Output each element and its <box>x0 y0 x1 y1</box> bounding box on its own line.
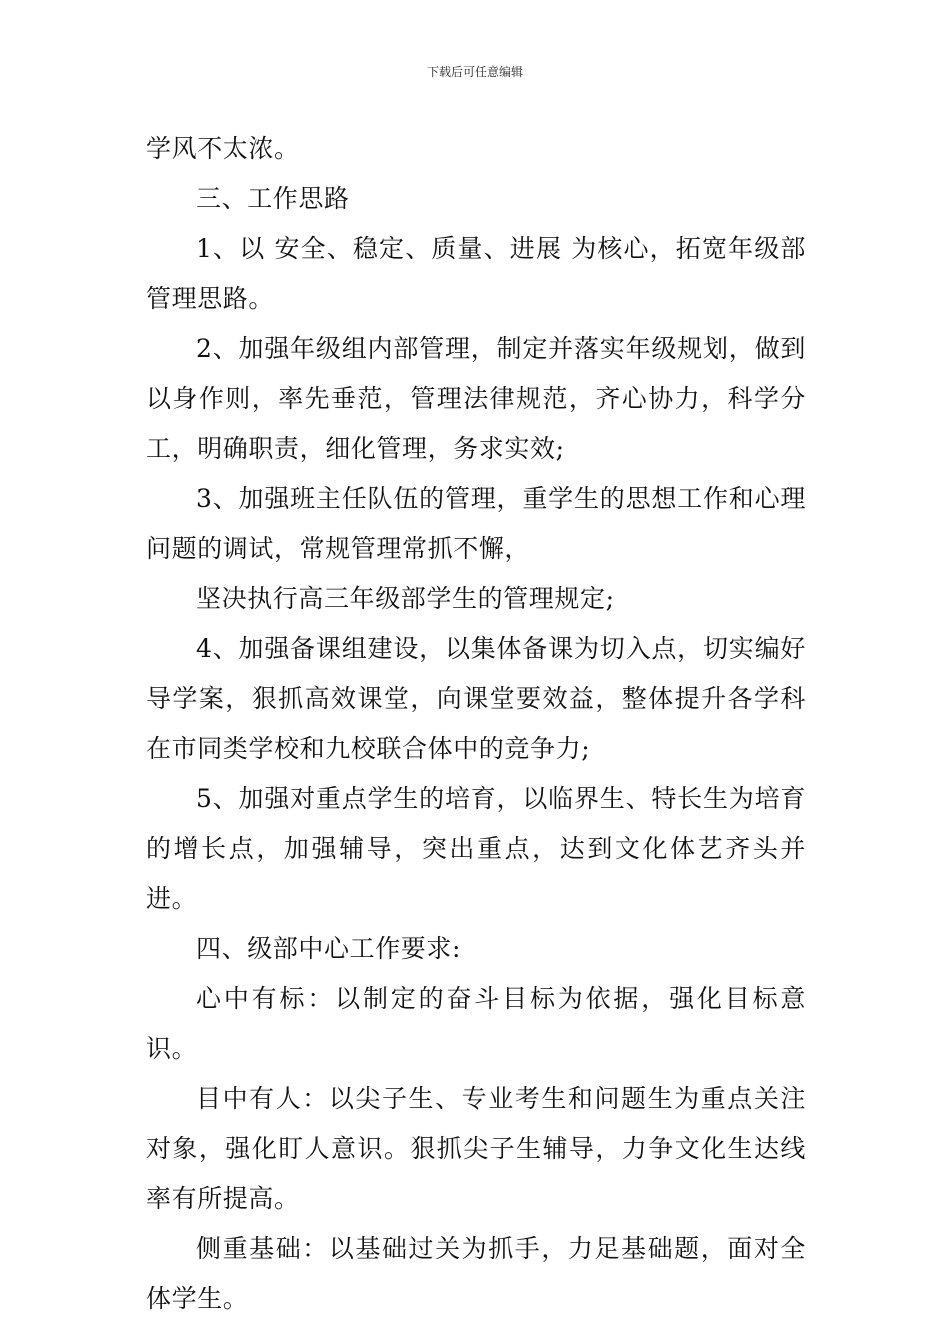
paragraph-item-3: 3、加强班主任队伍的管理，重学生的思想工作和心理问题的调试，常规管理常抓不懈， <box>146 484 806 563</box>
paragraph-goal-awareness: 心中有标：以制定的奋斗目标为依据，强化目标意识。 <box>146 984 806 1063</box>
paragraph-item-3-continued: 坚决执行高三年级部学生的管理规定; <box>196 584 615 613</box>
paragraph-study-atmosphere: 学风不太浓。 <box>146 134 300 163</box>
paragraph-foundation-focus: 侧重基础：以基础过关为抓手，力足基础题，面对全体学生。 <box>146 1234 806 1313</box>
paragraph-student-focus: 目中有人：以尖子生、专业考生和问题生为重点关注对象，强化盯人意识。狠抓尖子生辅导，力争文化生达线率有所提高。 <box>146 1084 806 1213</box>
paragraph-item-5: 5、加强对重点学生的培育，以临界生、特长生为培育的增长点，加强辅导，突出重点，达到文化体艺齐头并进。 <box>146 784 806 913</box>
page-header-note: 下载后可任意编辑 <box>426 65 523 79</box>
paragraph-item-4: 4、加强备课组建设，以集体备课为切入点，切实编好导学案，狠抓高效课堂，向课堂要效益，整体提升各学科在市同类学校和九校联合体中的竞争力; <box>146 634 806 763</box>
paragraph-item-1: 1、以 安全、稳定、质量、进展 为核心，拓宽年级部管理思路。 <box>146 234 806 313</box>
paragraph-item-2: 2、加强年级组内部管理，制定并落实年级规划，做到以身作则，率先垂范，管理法律规范，齐心协力，科学分工，明确职责，细化管理，务求实效; <box>146 334 806 463</box>
section-heading-requirements: 四、级部中心工作要求: <box>196 934 462 963</box>
section-heading-work-ideas: 三、工作思路 <box>196 184 350 213</box>
document-body <box>146 124 806 1324</box>
